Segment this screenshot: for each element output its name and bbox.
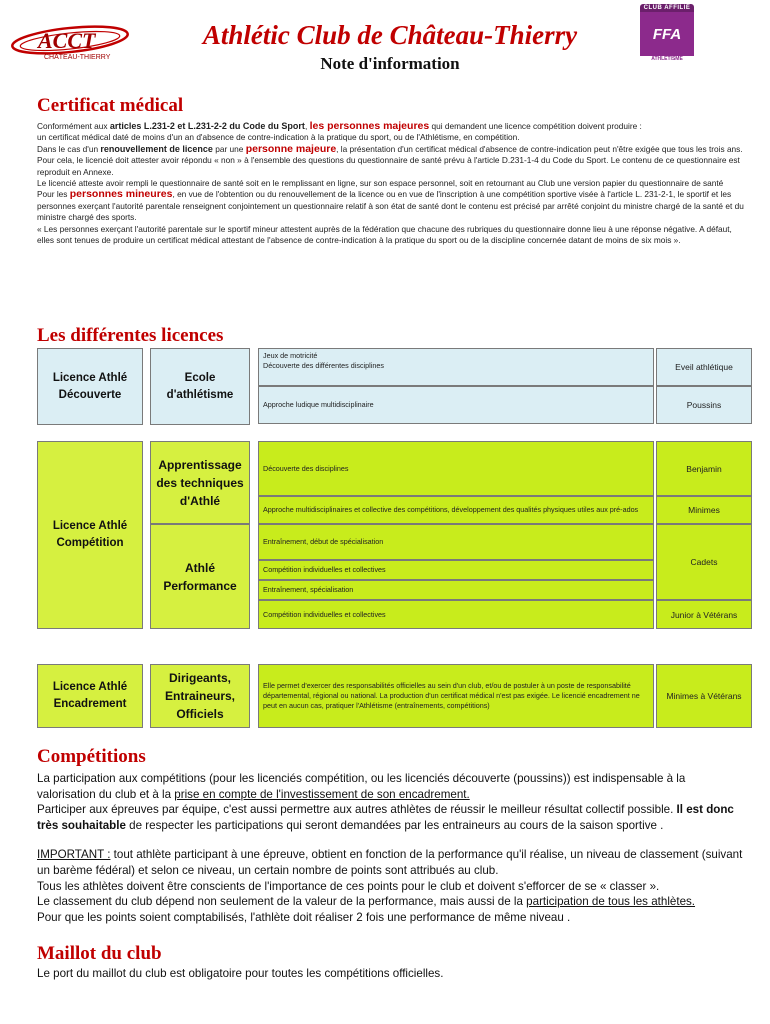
ffa-logo-top: CLUB AFFILIÉ xyxy=(640,4,694,12)
competition-desc-2: Approche multidisciplinaires et collective des compétitions, développement des qualités physiques utiles aux pré-ados xyxy=(258,496,654,524)
licence-competition: Licence Athlé Compétition xyxy=(37,441,143,629)
certificat-text: Conformément aux articles L.231-2 et L.231-2-2 du Code du Sport, les personnes majeures qui demandent une licence compétition doivent produire : un certificat médical daté de moins d'un an d'absence de contre-indication à la pratique du sport, ou de l'Athlétisme, en compétition. Dans le cas d'un renouvellement de licence par une personne majeure, la présentation d'un certificat médical d'absence de contre-indication peut n'être exigée que tous les trois ans. Pour cela, le licencié doit attester avoir répondu « non » à l'ensemble des questions du questionnaire de santé prévu à l'article D.231-1-4 du Code du Sport. Le contenu de ce questionnaire est reproduit en Annexe. Le licencié atteste avoir rempli le questionnaire de santé soit en le remplissant en ligne, sur son espace personnel, soit en retournant au Club une version papier du questionnaire de santé Pour les personnes mineures, en vue de l'obtention ou du renouvellement de la licence ou en vue de l'inscription à une compétition sportive visée à l'article L. 231-2-1, le sportif et les personnes exerçant l'autorité parentale renseignent conjointement un questionnaire relatif à son état de santé dont le contenu est précisé par arrêté conjoint du ministre chargé de la santé et du ministre chargé des sports. « Les personnes exerçant l'autorité parentale sur le sportif mineur attestent auprès de la fédération que chacune des rubriques du questionnaire donne lieu à une réponse négative. A défaut, elles sont tenues de produire un certificat médical attestant de l'absence de contre-indication à la pratique du sport ou de la discipline concernée datant de moins de six mois ». xyxy=(37,120,744,246)
licence-encadrement: Licence Athlé Encadrement xyxy=(37,664,143,728)
competitions-text: La participation aux compétitions (pour les licenciés compétition, ou les licenciés découverte (poussins)) est indispensable à la valorisation du club et à la prise en compte de l'investissement de son encadrement. Participer aux épreuves par équipe, c'est aussi permettre aux autres athlètes de réussir le meilleur résultat collectif possible. Il est donc très souhaitable de respecter les participations qui seront demandées par les entraineurs au cours de la saison sportive . IMPORTANT : tout athlète participant à une épreuve, obtient en fonction de la performance qu'il réalise, un niveau de classement (suivant un barème fédéral) et selon ce niveau, un certain nombre de points sont attribués au club. Tous les athlètes doivent être conscients de l'importance de ces points pour le club et doivent s'efforcer de se « classer ». Le classement du club dépend non seulement de la valeur de la performance, mais aussi de la participation de tous les athlètes. Pour que les points soient comptabilisés, l'athlète doit réaliser 2 fois une performance de même niveau . xyxy=(37,772,743,924)
cat-minimes-veterans: Minimes à Vétérans xyxy=(656,664,752,728)
page-title: Athlétic Club de Château-Thierry xyxy=(202,20,578,50)
competition-desc-3: Entraînement, début de spécialisation xyxy=(258,524,654,560)
competition-desc-4: Compétition individuelles et collectives xyxy=(258,560,654,580)
cat-cadets: Cadets xyxy=(656,524,752,600)
dirigeants-entraineurs-officiels: Dirigeants, Entraineurs, Officiels xyxy=(150,664,250,728)
decouverte-desc-2: Approche ludique multidisciplinaire xyxy=(258,386,654,424)
competition-desc-6: Compétition individuelles et collectives xyxy=(258,600,654,629)
cat-junior-veterans: Junior à Vétérans xyxy=(656,600,752,629)
licence-decouverte: Licence Athlé Découverte xyxy=(37,348,143,425)
cat-eveil: Eveil athlétique xyxy=(656,348,752,386)
maillot-text: Le port du maillot du club est obligatoire pour toutes les compétitions officielles. xyxy=(37,967,444,980)
club-logo xyxy=(8,22,140,62)
ffa-logo xyxy=(640,4,694,68)
athle-performance: Athlé Performance xyxy=(150,524,250,629)
ecole-athletisme: Ecole d'athlétisme xyxy=(150,348,250,425)
competitions-heading: Compétitions xyxy=(37,746,146,767)
cat-benjamin: Benjamin xyxy=(656,441,752,496)
maillot-heading: Maillot du club xyxy=(37,943,162,964)
decouverte-desc-1: Jeux de motricité Découverte des différentes disciplines xyxy=(258,348,654,386)
certificat-heading: Certificat médical xyxy=(37,95,184,116)
competition-desc-5: Entraînement, spécialisation xyxy=(258,580,654,600)
cat-poussins: Poussins xyxy=(656,386,752,424)
club-logo-sub: CHÂTEAU-THIERRY xyxy=(44,54,111,61)
competition-desc-1: Découverte des disciplines xyxy=(258,441,654,496)
ffa-logo-sub: ATHLÉTISME xyxy=(651,56,683,62)
cat-minimes: Minimes xyxy=(656,496,752,524)
club-logo-letters: ACCT xyxy=(38,28,96,53)
ffa-logo-mark: FFA xyxy=(640,12,694,56)
page-subtitle: Note d'information xyxy=(320,54,460,73)
encadrement-desc: Elle permet d'exercer des responsabilités officielles au sein d'un club, et/ou de postuler à un poste de responsabilité départemental, régional ou national. La production d'un certificat médical n'est pas exigée. Le licencié encadrement ne peut en aucun cas, pratiquer l'Athlétisme (entraînements, compétitions) xyxy=(258,664,654,728)
licences-heading: Les différentes licences xyxy=(37,325,224,346)
apprentissage-techniques: Apprentissage des techniques d'Athlé xyxy=(150,441,250,524)
